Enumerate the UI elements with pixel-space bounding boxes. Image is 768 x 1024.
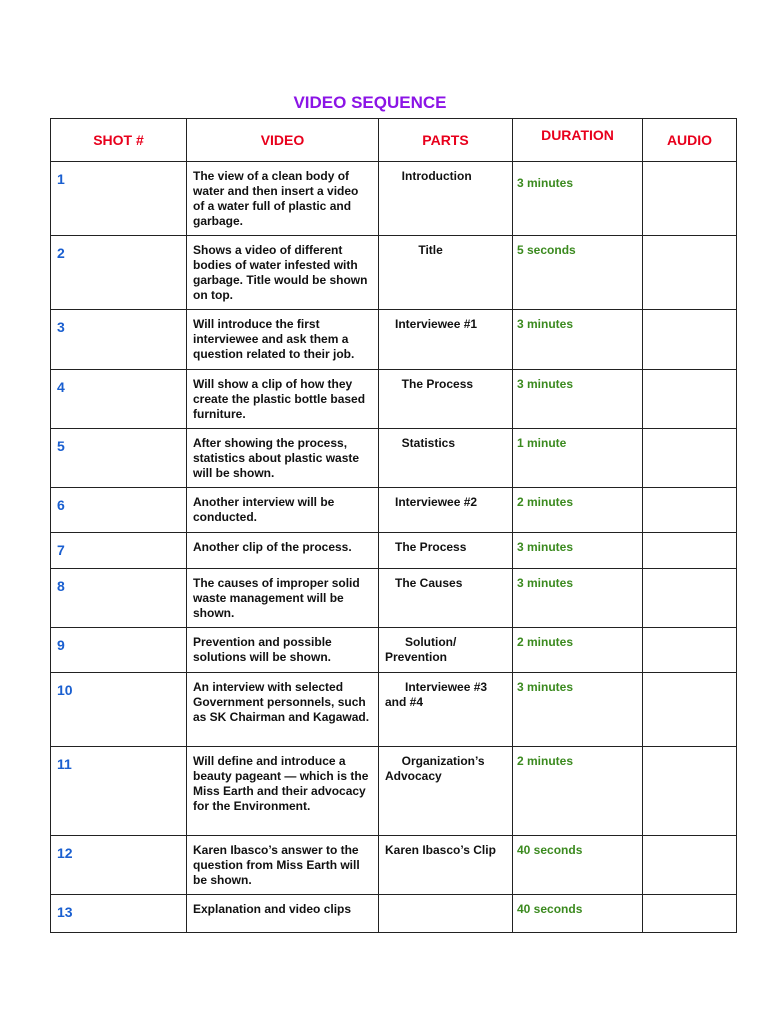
audio-cell — [643, 533, 737, 569]
table-row — [51, 429, 737, 488]
table-row — [51, 533, 737, 569]
duration-value: 2 minutes — [513, 628, 643, 673]
shot-number: 11 — [51, 747, 187, 836]
duration-value: 1 minute — [513, 429, 643, 488]
part-name: Karen Ibasco’s Clip — [379, 836, 513, 895]
table-row — [51, 673, 737, 747]
table-row — [51, 747, 737, 836]
video-description: After showing the process, statistics about plastic waste will be shown. — [187, 429, 379, 488]
part-name: The Process — [379, 533, 513, 569]
shot-number: 2 — [51, 236, 187, 310]
video-description: The causes of improper solid waste management will be shown. — [187, 569, 379, 628]
header-video: VIDEO — [187, 119, 379, 162]
video-description: Will show a clip of how they create the plastic bottle based furniture. — [187, 370, 379, 429]
part-name: The Process — [379, 370, 513, 429]
video-sequence-table — [50, 118, 737, 933]
duration-value: 3 minutes — [513, 533, 643, 569]
part-name: Solution/ Prevention — [379, 628, 513, 673]
shot-number: 12 — [51, 836, 187, 895]
audio-cell — [643, 628, 737, 673]
header-audio: AUDIO — [643, 119, 737, 162]
video-description: Another clip of the process. — [187, 533, 379, 569]
shot-number: 5 — [51, 429, 187, 488]
shot-number: 7 — [51, 533, 187, 569]
audio-cell — [643, 162, 737, 236]
part-name: Organization’s Advocacy — [379, 747, 513, 836]
duration-value: 40 seconds — [513, 895, 643, 933]
table-row — [51, 370, 737, 429]
header-duration: DURATION — [513, 119, 643, 162]
part-name: Statistics — [379, 429, 513, 488]
shot-number: 8 — [51, 569, 187, 628]
shot-number: 1 — [51, 162, 187, 236]
video-description: Prevention and possible solutions will be shown. — [187, 628, 379, 673]
shot-number: 9 — [51, 628, 187, 673]
video-description: Explanation and video clips — [187, 895, 379, 933]
video-description: The view of a clean body of water and then insert a video of a water full of plastic and garbage. — [187, 162, 379, 236]
audio-cell — [643, 429, 737, 488]
audio-cell — [643, 747, 737, 836]
part-name: Title — [379, 236, 513, 310]
header-parts: PARTS — [379, 119, 513, 162]
part-name: Interviewee #3 and #4 — [379, 673, 513, 747]
audio-cell — [643, 569, 737, 628]
duration-value: 3 minutes — [513, 370, 643, 429]
video-description: Will define and introduce a beauty pageant — which is the Miss Earth and their advocacy for the Environment. — [187, 747, 379, 836]
video-description: An interview with selected Government personnels, such as SK Chairman and Kagawad. — [187, 673, 379, 747]
part-name: Interviewee #2 — [379, 488, 513, 533]
duration-value: 5 seconds — [513, 236, 643, 310]
table-header-row — [51, 119, 737, 162]
document-title: VIDEO SEQUENCE — [293, 93, 447, 112]
table-row — [51, 836, 737, 895]
shot-number: 4 — [51, 370, 187, 429]
shot-number: 10 — [51, 673, 187, 747]
shot-number: 13 — [51, 895, 187, 933]
part-name: The Causes — [379, 569, 513, 628]
video-description: Karen Ibasco’s answer to the question from Miss Earth will be shown. — [187, 836, 379, 895]
duration-value: 3 minutes — [513, 673, 643, 747]
part-name — [379, 895, 513, 933]
audio-cell — [643, 836, 737, 895]
table-row — [51, 628, 737, 673]
audio-cell — [643, 236, 737, 310]
video-description: Shows a video of different bodies of water infested with garbage. Title would be shown on top. — [187, 236, 379, 310]
video-description: Will introduce the first interviewee and ask them a question related to their job. — [187, 310, 379, 370]
audio-cell — [643, 310, 737, 370]
duration-value: 3 minutes — [513, 162, 643, 236]
audio-cell — [643, 895, 737, 933]
table-row — [51, 162, 737, 236]
table-row — [51, 488, 737, 533]
duration-value: 3 minutes — [513, 569, 643, 628]
duration-value: 40 seconds — [513, 836, 643, 895]
table-row — [51, 569, 737, 628]
shot-number: 6 — [51, 488, 187, 533]
duration-value: 3 minutes — [513, 310, 643, 370]
audio-cell — [643, 488, 737, 533]
video-description: Another interview will be conducted. — [187, 488, 379, 533]
duration-value: 2 minutes — [513, 747, 643, 836]
audio-cell — [643, 370, 737, 429]
part-name: Introduction — [379, 162, 513, 236]
header-shot: SHOT # — [51, 119, 187, 162]
table-row — [51, 236, 737, 310]
table-row — [51, 895, 737, 933]
audio-cell — [643, 673, 737, 747]
part-name: Interviewee #1 — [379, 310, 513, 370]
duration-value: 2 minutes — [513, 488, 643, 533]
table-row — [51, 310, 737, 370]
shot-number: 3 — [51, 310, 187, 370]
